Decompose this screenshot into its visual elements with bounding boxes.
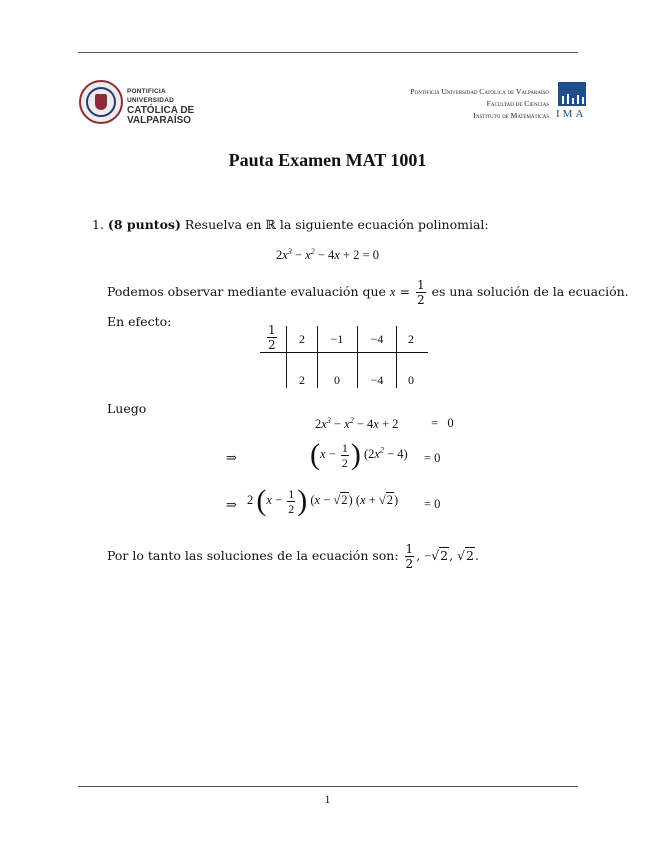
result-cell: −4 — [370, 373, 384, 387]
aligned-eq-3: 2 (x − $\frac{1}{2}$ ) (x − √2) (x + √2) — [247, 484, 399, 517]
page-title: Pauta Examen MAT 1001 — [228, 150, 427, 170]
root-fraction: $\frac{1}{2}$ — [416, 278, 425, 307]
institution-line-2: Facultad de Ciencias — [486, 99, 549, 108]
logo-line-1: PONTIFICIA — [127, 88, 166, 95]
table-divider-2 — [317, 326, 318, 388]
statement-suffix: la siguiente ecuación polinomial: — [279, 217, 489, 232]
solution-half: $\frac{1}{2}$ — [405, 542, 414, 571]
logo-line-3: CATÓLICA DE — [127, 105, 195, 116]
problem-statement — [92, 217, 489, 232]
aligned-eq-1-rhs: = 0 — [431, 416, 454, 430]
footer-rule — [78, 786, 578, 787]
luego-label: Luego — [107, 401, 147, 416]
result-cell: 2 — [299, 373, 305, 387]
result-cell: 0 — [408, 373, 414, 387]
statement-prefix: Resuelva en — [184, 217, 262, 232]
observation-line: Podemos observar mediante evaluación que x = $\frac{1}{2}$ es una solución de la ecuación. — [107, 278, 629, 307]
coef-cell: −1 — [330, 332, 344, 346]
university-seal-logo — [79, 80, 123, 124]
aligned-eq-2: (x − $\frac{1}{2}$ ) $(2x^2 - 4)$ — [310, 438, 408, 471]
coef-cell: 2 — [408, 332, 414, 346]
conclusion-line: Por lo tanto las soluciones de la ecuación son: $\frac{1}{2}$ , −√2, √2. — [107, 542, 479, 571]
problem-number: 1. — [92, 217, 104, 232]
logo-line-4: VALPARAÍSO — [127, 115, 192, 126]
solution-neg-sqrt2: √2 — [431, 548, 449, 563]
real-numbers-symbol: ℝ — [265, 217, 276, 232]
polynomial-equation: $2x^3 - x^2 - 4x + 2 = 0$ — [276, 247, 379, 263]
solution-sqrt2: √2 — [457, 548, 474, 563]
coef-cell: −4 — [370, 332, 384, 346]
aligned-eq-1: $2x^3 - x^2 - 4x + 2$ — [315, 416, 399, 432]
observation-prefix: Podemos observar mediante evaluación que — [107, 284, 386, 299]
ima-logo-graphic — [558, 82, 586, 106]
coef-cell: 2 — [299, 332, 305, 346]
en-efecto-label: En efecto: — [107, 314, 172, 329]
result-cell: 0 — [334, 373, 340, 387]
page-number: 1 — [324, 792, 331, 806]
problem-points: (8 puntos) — [107, 217, 181, 232]
root-denominator: 2 — [268, 338, 276, 352]
ima-label: IMA — [556, 108, 587, 120]
table-horizontal-rule — [260, 352, 428, 353]
aligned-eq-3-rhs: = 0 — [424, 497, 441, 511]
conclusion-prefix: Por lo tanto las soluciones de la ecuación son: — [107, 548, 399, 563]
institution-line-3: Instituto de Matemáticas — [473, 111, 549, 120]
header-rule — [78, 52, 578, 53]
synthetic-division-root — [265, 324, 279, 351]
implies-arrow-1: ⇒ — [226, 450, 237, 465]
implies-arrow-2: ⇒ — [226, 497, 237, 512]
root-numerator: 1 — [268, 323, 276, 337]
aligned-eq-2-rhs: = 0 — [424, 451, 441, 465]
table-divider-3 — [357, 326, 358, 388]
ima-pattern-icon — [558, 82, 586, 106]
institution-line-1: Pontificia Universidad Católica de Valparaíso — [410, 87, 549, 96]
observation-suffix: es una solución de la ecuación. — [431, 284, 629, 299]
logo-line-2: UNIVERSIDAD — [127, 97, 174, 104]
